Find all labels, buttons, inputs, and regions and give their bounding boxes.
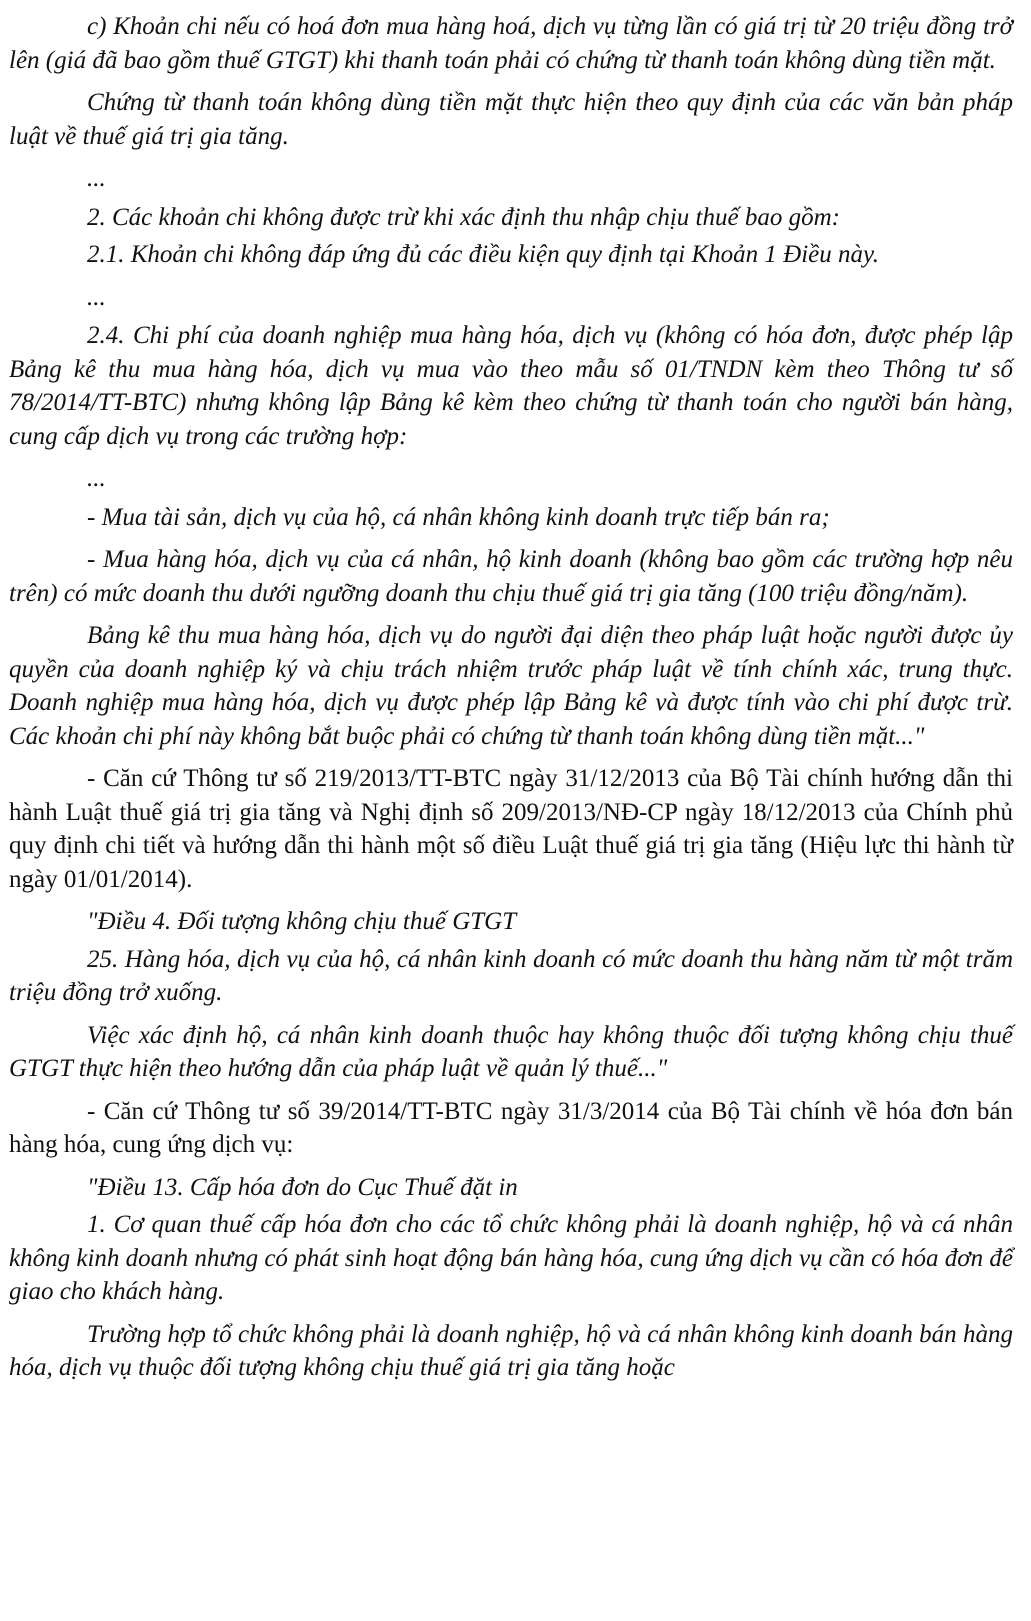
paragraph-clause-2-1: 2.1. Khoản chi không đáp ứng đủ các điều kiện quy định tại Khoản 1 Điều này. — [87, 241, 879, 268]
paragraph-ellipsis: ... — [87, 165, 106, 192]
paragraph-article-4-item-25: 25. Hàng hóa, dịch vụ của hộ, cá nhân kinh doanh có mức doanh thu hàng năm từ một trăm triệu đồng trở xuống. — [9, 945, 1013, 1006]
paragraph-ellipsis: ... — [87, 283, 106, 311]
paragraph-payment-voucher-rule: c) Khoản chi nếu có hoá đơn mua hàng hoá, dịch vụ từng lần có giá trị từ 20 triệu đồng trở lên (giá đã bao gồm thuế GTGT) khi thanh toán phải có chứng từ thanh toán không dùng tiền mặt. — [9, 13, 1013, 74]
paragraph-ellipsis: ... — [87, 465, 106, 492]
paragraph-article-13-item-1: 1. Cơ quan thuế cấp hóa đơn cho các tổ chức không phải là doanh nghiệp, hộ và cá nhân không kinh doanh nhưng có phát sinh hoạt động bán hàng hóa, cung ứng dịch vụ cần có hóa đơn để giao cho khách hàng. — [9, 1211, 1013, 1305]
paragraph-article-13-heading: "Điều 13. Cấp hóa đơn do Cục Thuế đặt in — [87, 1173, 518, 1201]
paragraph-non-cash-voucher: Chứng từ thanh toán không dùng tiền mặt thực hiện theo quy định của các văn bản pháp luật về thuế giá trị gia tăng. — [9, 89, 1013, 150]
paragraph-circular-39: - Căn cứ Thông tư số 39/2014/TT-BTC ngày 31/3/2014 của Bộ Tài chính về hóa đơn bán hàng hóa, cung ứng dịch vụ: — [9, 1097, 1013, 1158]
paragraph-clause-2-4: 2.4. Chi phí của doanh nghiệp mua hàng hóa, dịch vụ (không có hóa đơn, được phép lập Bảng kê thu mua hàng hóa, dịch vụ mua vào theo mẫu số 01/TNDN kèm theo Thông tư số 78/2014/TT-BTC) nhưng không lập Bảng kê kèm theo chứng từ thanh toán cho người bán hàng, cung cấp dịch vụ trong các trường hợp: — [9, 322, 1013, 450]
paragraph-article-4-heading: "Điều 4. Đối tượng không chịu thuế GTGT — [87, 908, 517, 935]
paragraph-household-determination: Việc xác định hộ, cá nhân kinh doanh thuộc hay không thuộc đối tượng không chịu thuế GTGT thực hiện theo hướng dẫn của pháp luật về quản lý thuế..." — [9, 1021, 1013, 1082]
paragraph-circular-219: - Căn cứ Thông tư số 219/2013/TT-BTC ngày 31/12/2013 của Bộ Tài chính hướng dẫn thi hành Luật thuế giá trị gia tăng và Nghị định số 209/2013/NĐ-CP ngày 18/12/2013 của Chính phủ quy định chi tiết và hướng dẫn thi hành một số điều Luật thuế giá trị gia tăng (Hiệu lực thi hành từ ngày 01/01/2014). — [9, 765, 1013, 893]
paragraph-purchase-list: Bảng kê thu mua hàng hóa, dịch vụ do người đại diện theo pháp luật hoặc người được ủy quyền của doanh nghiệp ký và chịu trách nhiệm trước pháp luật về tính chính xác, trung thực. Doanh nghiệp mua hàng hóa, dịch vụ được phép lập Bảng kê và được tính vào chi phí được trừ. Các khoản chi phí này không bắt buộc phải có chứng từ thanh toán không dùng tiền mặt..." — [9, 622, 1013, 750]
paragraph-bullet-assets: - Mua tài sản, dịch vụ của hộ, cá nhân không kinh doanh trực tiếp bán ra; — [87, 503, 830, 531]
paragraph-bullet-goods: - Mua hàng hóa, dịch vụ của cá nhân, hộ kinh doanh (không bao gồm các trường hợp nêu trên) có mức doanh thu dưới ngưỡng doanh thu chịu thuế giá trị gia tăng (100 triệu đồng/năm). — [9, 546, 1013, 607]
paragraph-non-enterprise-case: Trường hợp tổ chức không phải là doanh nghiệp, hộ và cá nhân không kinh doanh bán hàng hóa, dịch vụ thuộc đối tượng không chịu thuế giá trị gia tăng hoặc — [9, 1320, 1013, 1381]
paragraph-non-deductible-heading: 2. Các khoản chi không được trừ khi xác định thu nhập chịu thuế bao gồm: — [87, 203, 840, 231]
